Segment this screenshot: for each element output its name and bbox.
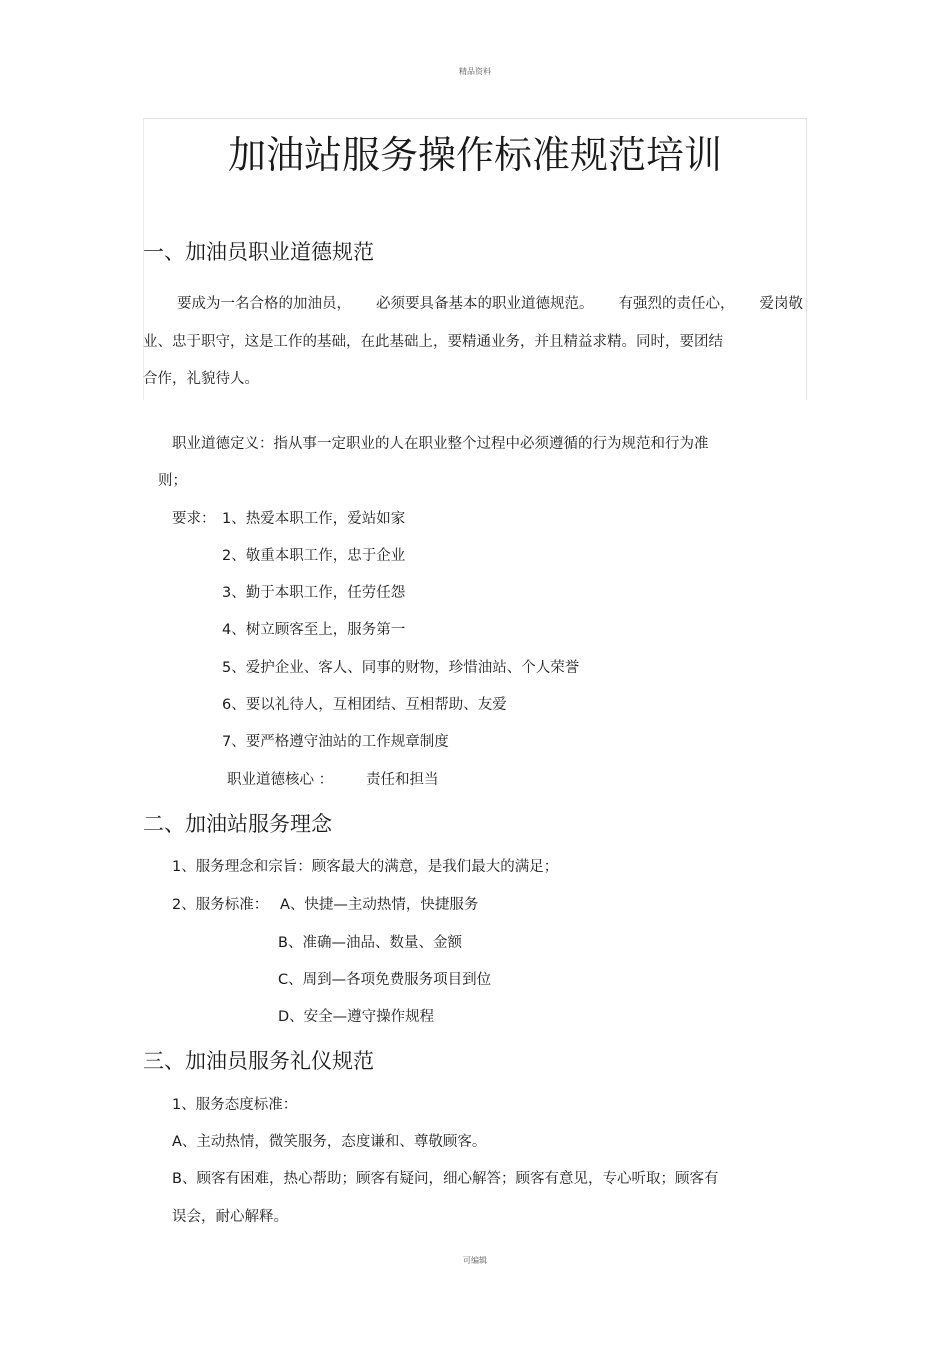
attitude-line-b1: B、顾客有困难，热心帮助；顾客有疑问，细心解答；顾客有意见，专心听取；顾客有 <box>172 1171 719 1187</box>
service-philosophy: 1、服务理念和宗旨：顾客最大的满意，是我们最大的满足； <box>172 859 559 875</box>
section3-heading: 三、加油员服务礼仪规范 <box>143 1049 374 1073</box>
attitude-standard-title: 1、服务态度标准： <box>172 1097 298 1113</box>
definition-line2: 则； <box>158 473 187 489</box>
intro-segment: 爱岗敬 <box>759 296 803 312</box>
service-standard-item: A、快捷—主动热情，快捷服务 <box>280 897 479 913</box>
attitude-line-b2: 误会，耐心解释。 <box>172 1209 288 1225</box>
section1-intro-line3: 合作，礼貌待人。 <box>143 371 259 387</box>
requirements-label: 要求： <box>172 511 216 527</box>
page-footer-note: 可编辑 <box>463 1256 487 1265</box>
core-label: 职业道德核心 ： <box>227 772 334 788</box>
service-standard-label: 2、服务标准： <box>172 897 269 913</box>
requirement-item: 5、爱护企业、客人、同事的财物，珍惜油站、个人荣誉 <box>222 660 580 676</box>
intro-segment: 有强烈的责任心， <box>618 296 735 312</box>
requirement-item: 1、热爱本职工作，爱站如家 <box>222 511 406 527</box>
service-standard-item: C、周到—各项免费服务项目到位 <box>278 972 492 988</box>
attitude-line-a: A、主动热情，微笑服务，态度谦和、尊敬顾客。 <box>172 1134 487 1150</box>
intro-segment: 必须要具备基本的职业道德规范。 <box>376 296 594 312</box>
document-title: 加油站服务操作标准规范培训 <box>227 133 722 177</box>
service-standard-item: B、准确—油品、数量、金额 <box>278 935 462 951</box>
intro-segment: 要成为一名合格的加油员， <box>177 296 351 312</box>
definition-line1: 职业道德定义：指从事一定职业的人在职业整个过程中必须遵循的行为规范和行为准 <box>172 436 709 452</box>
page-header-note: 精品资料 <box>459 67 491 76</box>
core-value: 责任和担当 <box>366 772 439 788</box>
requirement-item: 4、树立顾客至上，服务第一 <box>222 622 406 638</box>
requirement-item: 3、勤于本职工作，任劳任怨 <box>222 585 406 601</box>
section1-intro-line2: 业、忠于职守，这是工作的基础，在此基础上，要精通业务，并且精益求精。同时，要团结 <box>143 334 723 350</box>
requirement-item: 6、要以礼待人，互相团结、互相帮助、友爱 <box>222 697 507 713</box>
section1-intro-line1 <box>143 292 803 313</box>
section1-heading: 一、加油员职业道德规范 <box>143 240 374 264</box>
requirement-item: 2、敬重本职工作，忠于企业 <box>222 548 406 564</box>
section2-heading: 二、加油站服务理念 <box>143 812 332 836</box>
service-standard-item: D、安全—遵守操作规程 <box>278 1009 435 1025</box>
requirement-item: 7、要严格遵守油站的工作规章制度 <box>222 734 449 750</box>
